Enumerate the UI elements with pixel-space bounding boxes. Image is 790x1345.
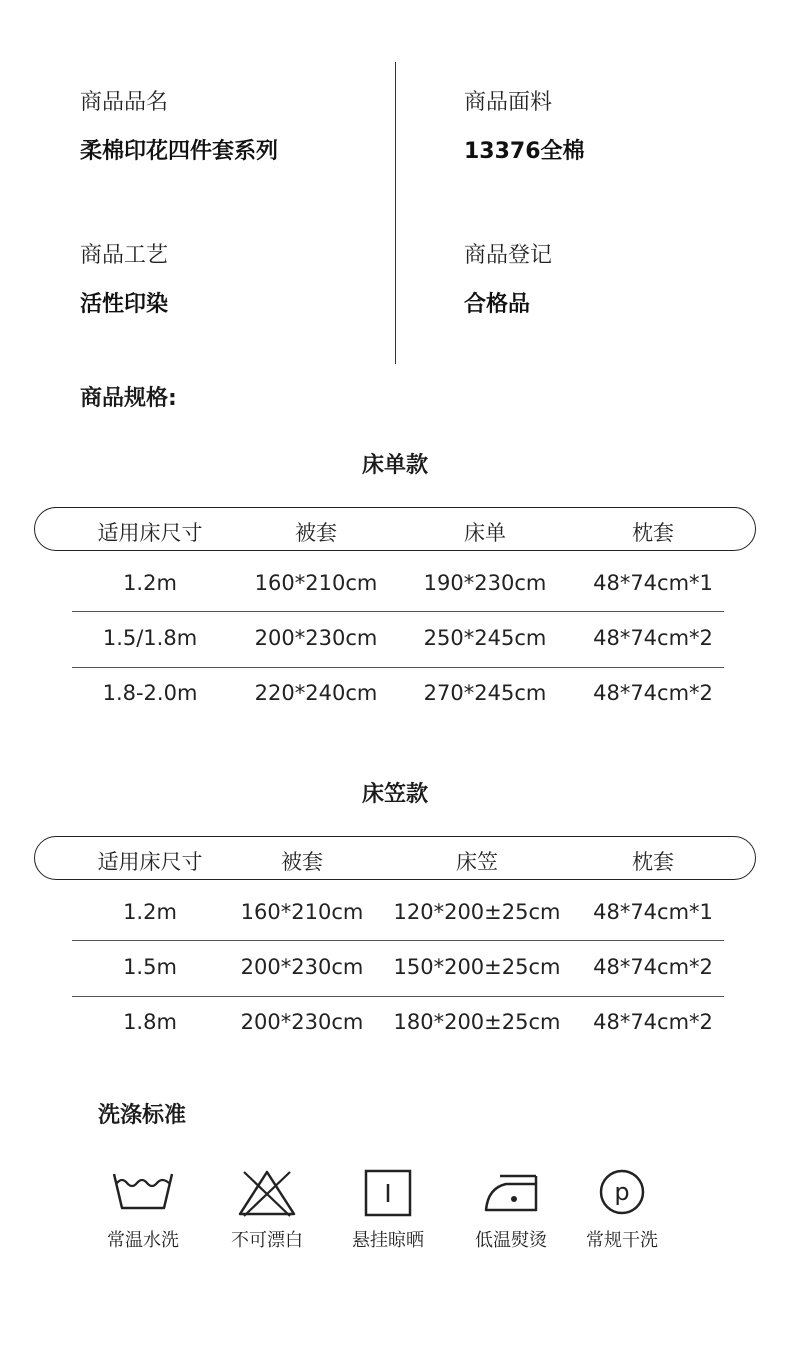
svg-text:p: p bbox=[614, 1178, 630, 1206]
table-cell: 160*210cm bbox=[254, 571, 378, 595]
table-cell: 190*230cm bbox=[423, 571, 547, 595]
iron-low-icon bbox=[476, 1168, 546, 1218]
table-cell: 160*210cm bbox=[240, 900, 364, 924]
table-cell: 200*230cm bbox=[240, 955, 364, 979]
table-cell: 48*74cm*2 bbox=[593, 681, 713, 705]
table-cell: 1.8-2.0m bbox=[102, 681, 198, 705]
row-divider bbox=[72, 940, 724, 941]
table-header-cell: 枕套 bbox=[632, 850, 674, 874]
wash-label: 悬挂晾晒 bbox=[352, 1230, 424, 1251]
table-cell: 1.2m bbox=[123, 900, 177, 924]
wash-label: 低温熨烫 bbox=[475, 1230, 547, 1251]
spec-title: 商品规格: bbox=[80, 386, 177, 411]
product-fabric-value: 13376全棉 bbox=[464, 139, 585, 164]
table-cell: 1.5m bbox=[123, 955, 177, 979]
table-cell: 270*245cm bbox=[423, 681, 547, 705]
hang-dry-icon bbox=[353, 1168, 423, 1218]
product-name-value: 柔棉印花四件套系列 bbox=[80, 139, 279, 164]
table-header-cell: 适用床尺寸 bbox=[97, 521, 203, 545]
table-cell: 1.2m bbox=[123, 571, 177, 595]
wash-label: 常规干洗 bbox=[586, 1230, 658, 1251]
product-register-value: 合格品 bbox=[464, 292, 531, 317]
table-cell: 120*200±25cm bbox=[393, 900, 561, 924]
table-cell: 48*74cm*2 bbox=[593, 1010, 713, 1034]
product-name-label: 商品品名 bbox=[80, 90, 169, 115]
dry-clean-p-icon bbox=[587, 1168, 657, 1218]
product-craft-value: 活性印染 bbox=[80, 292, 169, 317]
product-fabric-label: 商品面料 bbox=[464, 90, 553, 115]
wash-label: 常温水洗 bbox=[107, 1230, 179, 1251]
table-header-cell: 枕套 bbox=[632, 521, 674, 545]
wash-tub-icon bbox=[108, 1168, 178, 1218]
product-register-label: 商品登记 bbox=[464, 243, 553, 268]
row-divider bbox=[72, 667, 724, 668]
no-bleach-icon bbox=[232, 1168, 302, 1218]
table-cell: 48*74cm*2 bbox=[593, 626, 713, 650]
row-divider bbox=[72, 611, 724, 612]
table-header-cell: 被套 bbox=[295, 521, 337, 545]
table-fitted-title: 床笠款 bbox=[361, 782, 428, 807]
table-cell: 1.5/1.8m bbox=[102, 626, 198, 650]
table-cell: 48*74cm*1 bbox=[593, 571, 713, 595]
table-header-cell: 床单 bbox=[464, 521, 506, 545]
table-sheet-title: 床单款 bbox=[361, 453, 428, 478]
table-cell: 150*200±25cm bbox=[393, 955, 561, 979]
table-cell: 48*74cm*1 bbox=[593, 900, 713, 924]
product-craft-label: 商品工艺 bbox=[80, 243, 169, 268]
table-cell: 200*230cm bbox=[240, 1010, 364, 1034]
info-divider bbox=[395, 62, 396, 364]
wash-title: 洗涤标准 bbox=[98, 1103, 187, 1128]
row-divider bbox=[72, 996, 724, 997]
table-cell: 200*230cm bbox=[254, 626, 378, 650]
table-cell: 180*200±25cm bbox=[393, 1010, 561, 1034]
table-header-cell: 床笠 bbox=[456, 850, 498, 874]
table-cell: 220*240cm bbox=[254, 681, 378, 705]
table-cell: 48*74cm*2 bbox=[593, 955, 713, 979]
table-cell: 250*245cm bbox=[423, 626, 547, 650]
table-cell: 1.8m bbox=[123, 1010, 177, 1034]
wash-label: 不可漂白 bbox=[231, 1230, 303, 1251]
table-header-cell: 被套 bbox=[281, 850, 323, 874]
table-header-cell: 适用床尺寸 bbox=[97, 850, 203, 874]
